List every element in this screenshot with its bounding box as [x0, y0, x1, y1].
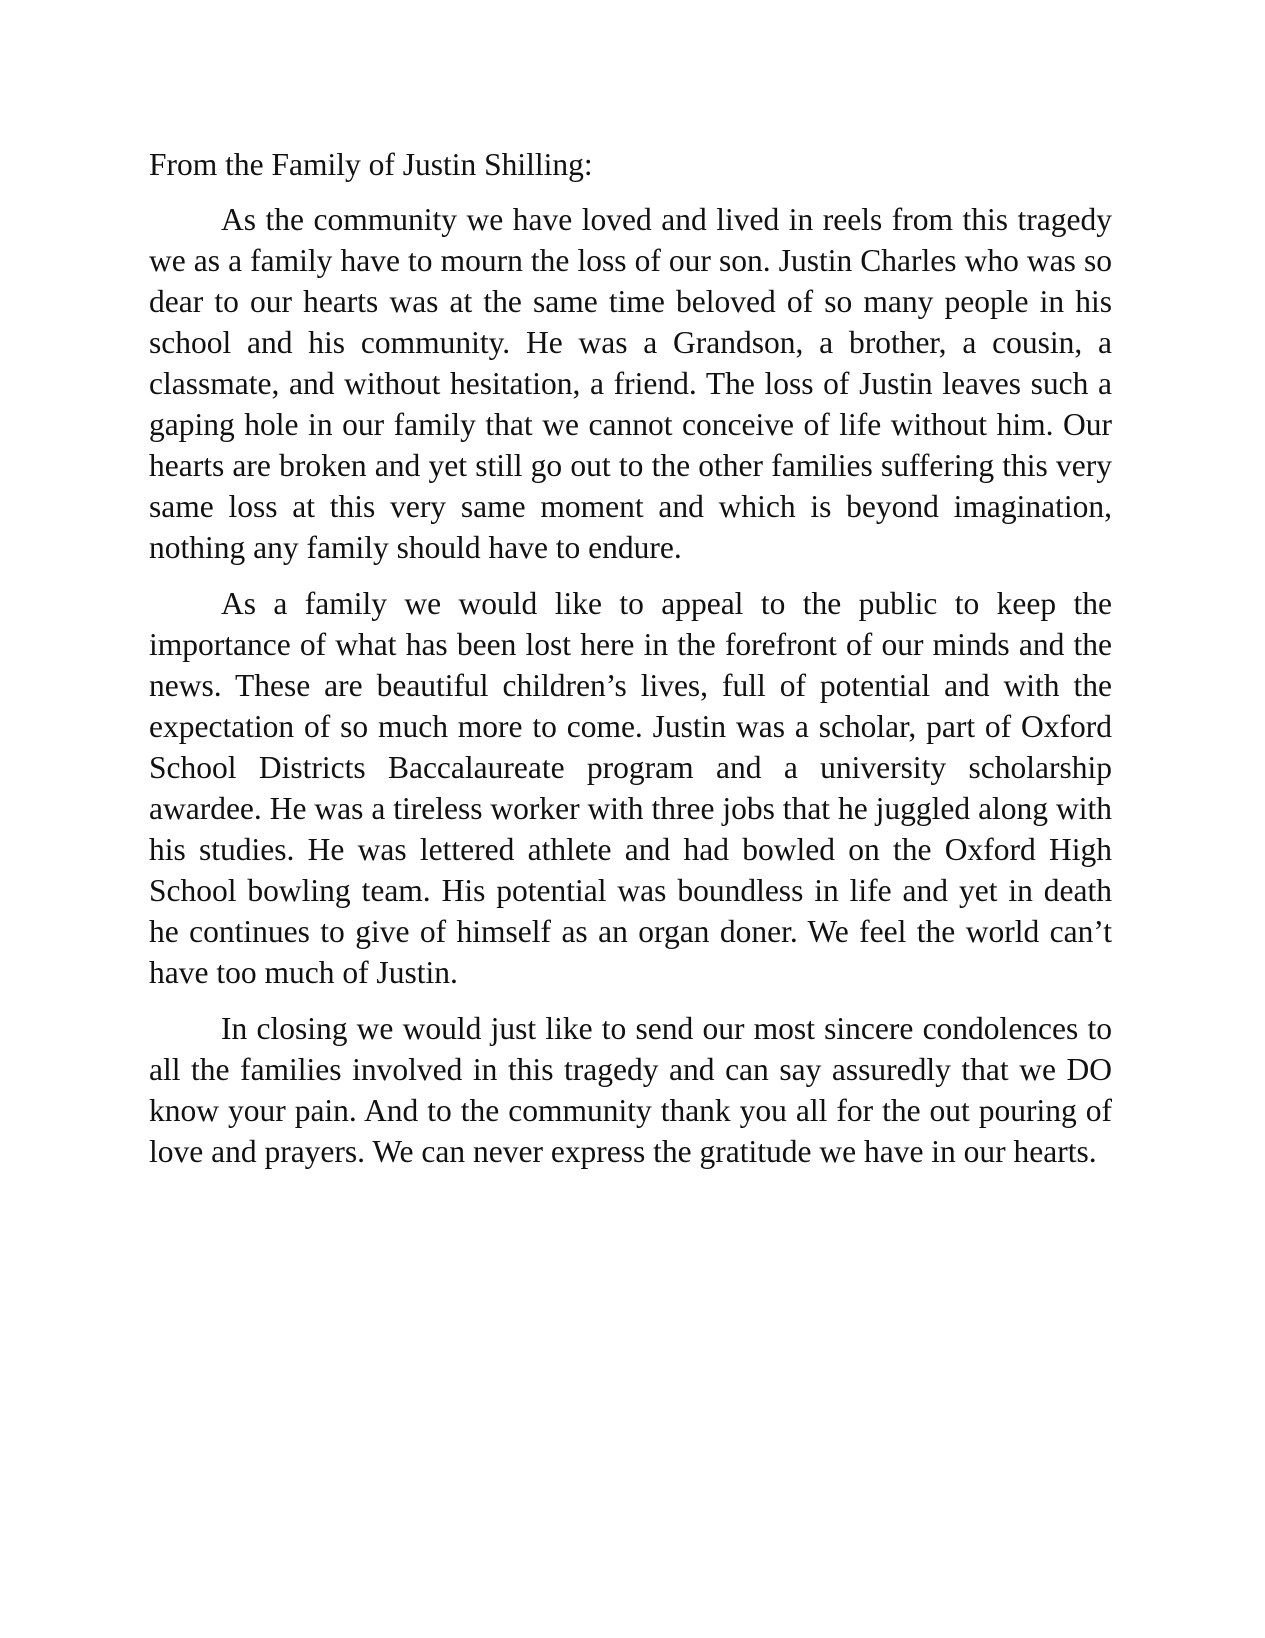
paragraph-tragedy: As the community we have loved and lived in reels from this tragedy we as a family have to mourn the loss of our son. Justin Charles who was so dear to our hearts was at the same time beloved of so many people in his school and his community. He was a Grandson, a brother, a cousin, a classmate, and without hesitation, a friend. The loss of Justin leaves such a gaping hole in our family that we cannot conceive of life without him. Our hearts are broken and yet still go out to the other families suffering this very same loss at this very same moment and which is beyond imagination, nothing any family should have to endure. [149, 202, 1112, 565]
letter-body [149, 144, 1112, 1187]
paragraph-closing: In closing we would just like to send our most sincere condolences to all the families involved in this tragedy and can say assuredly that we DO know your pain. And to the community thank you all for the out pouring of love and prayers. We can never express the gratitude we have in our hearts. [149, 1011, 1112, 1169]
paragraph-appeal: As a family we would like to appeal to the public to keep the importance of what has been lost here in the forefront of our minds and the news. These are beautiful children’s lives, full of potential and with the expectation of so much more to come. Justin was a scholar, part of Oxford School Districts Baccalaureate program and a university scholarship awardee. He was a tireless worker with three jobs that he juggled along with his studies. He was lettered athlete and had bowled on the Oxford High School bowling team. His potential was boundless in life and yet in death he continues to give of himself as an organ doner. We feel the world can’t have too much of Justin. [149, 586, 1112, 990]
letter-salutation: From the Family of Justin Shilling: [149, 147, 593, 182]
